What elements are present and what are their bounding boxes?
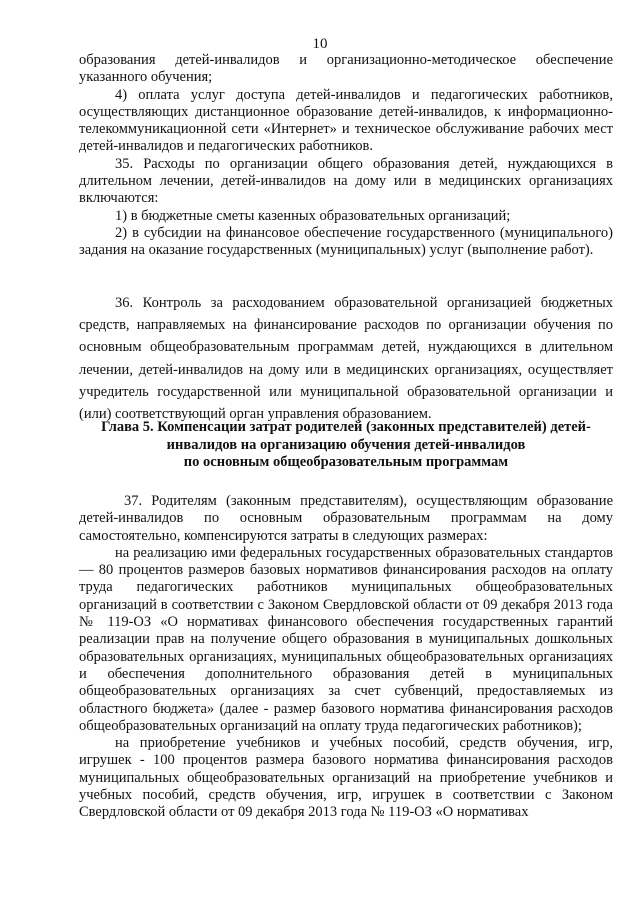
- paragraph-continuation: образования детей-инвалидов и организационно-методическое обеспечение указанного обучения;: [79, 52, 613, 86]
- chapter-heading-line-3: по основным общеобразовательным программам: [183, 454, 509, 470]
- paragraph-35: 35. Расходы по организации общего образования детей, нуждающихся в длительном лечении, детей-инвалидов на дому или в медицинских организациях включаются:: [79, 155, 613, 207]
- paragraph-37: 37. Родителям (законным представителям), осуществляющим образование детей-инвалидов по основным образовательным программам на дому самостоятельно, компенсируются затраты в следующих размерах:: [79, 493, 613, 544]
- paragraph-35-item-2: 2) в субсидии на финансовое обеспечение государственного (муниципального) задания на оказание государственных (муниципальных) услуг (выполнение работ).: [79, 224, 613, 259]
- paragraph-item-4: 4) оплата услуг доступа детей-инвалидов и педагогических работников, осуществляющих дистанционное образование детей-инвалидов, к информационно-телекоммуникационной сети «Интернет» и техническое обслуживание рабочих мест детей-инвалидов и педагогических работников.: [79, 86, 613, 155]
- page-number: 10: [312, 36, 328, 52]
- text-block-paragraph-36: [79, 292, 613, 425]
- text-block-lower: [79, 493, 613, 822]
- paragraph-35-item-1: 1) в бюджетные сметы казенных образовательных организаций;: [115, 207, 511, 224]
- paragraph-37-standards: на реализацию ими федеральных государственных образовательных стандартов — 80 процентов размеров базовых нормативов финансирования расходов на оплату труда педагогических работников муниципальных общеобразовательных организаций в соответствии с Законом Свердловской области от 09 декабря 2013 года № 119-ОЗ «О нормативах финансового обеспечения государственных гарантий реализации прав на получение общего образования в муниципальных дошкольных образовательных организациях, муниципальных общеобразовательных организациях и обеспечения дополнительного образования детей в муниципальных общеобразовательных организациях за счет субвенций, предоставляемых из областного бюджета» (далее - размер базового норматива финансирования расходов общеобразовательных организаций на оплату труда педагогических работников);: [79, 544, 613, 734]
- paragraph-37-textbooks: на приобретение учебников и учебных пособий, средств обучения, игр, игрушек - 100 процентов размера базового норматива финансирования расходов муниципальных общеобразовательных организаций на приобретение учебников и учебных пособий, средств обучения, игр, игрушек в соответствии с Законом Свердловской области от 09 декабря 2013 года № 119-ОЗ «О нормативах: [79, 735, 613, 821]
- paragraph-36: 36. Контроль за расходованием образовательной организацией бюджетных средств, направляемых на финансирование расходов по организации обучения по основным общеобразовательным программам детей, нуждающихся в длительном лечении, детей-инвалидов на дому или в медицинских организациях, осуществляет учредитель государственной или муниципальной образовательной организации и (или) соответствующий орган управления образованием.: [79, 295, 613, 423]
- chapter-heading-line-1: Глава 5. Компенсации затрат родителей (законных представителей) детей-: [101, 419, 591, 435]
- chapter-heading-line-2: инвалидов на организацию обучения детей-инвалидов: [166, 436, 526, 453]
- text-block-upper: [79, 52, 613, 260]
- chapter-heading: [79, 419, 613, 472]
